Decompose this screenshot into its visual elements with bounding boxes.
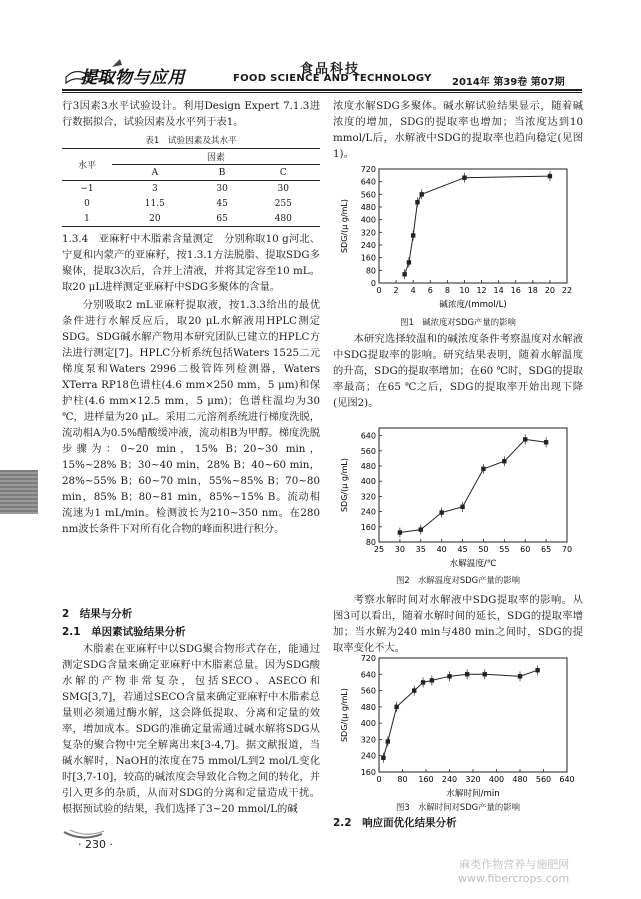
data-point <box>402 272 406 276</box>
paragraph-hplc: 分别吸取2 mL亚麻籽提取液，按1.3.3给出的最优条件进行水解反应后，取20 μL水解液用HPLC测定SDG。SDG碱水解产物用本研究团队已建立的HPLC方法进行测定[7]。HPLC分析系统包括Waters 1525二元梯度泵和Waters 2996二极管阵列检测器，Waters XTerra RP18色谱柱(4.6 mm×250 mm，5 μm)和保护柱(4.6 mm×12.5 mm，5 μm)；色谱柱温均为30 ℃，进样量为20 μL。采用二元溶剂系统进行梯度洗脱，流动相A为0.5%醋酸缓冲液，流动相B为甲醇。梯度洗脱步骤为：0~20 min，15% B；20~30 min，15%~28% B；30~40 min，28% B；40~60 min，28%~55% B；60~70 min，55%~85% B；70~80 min，85% B；80~81 min，85%~15% B。流动相流速为1 mL/min。检测波长为210~350 nm。在280 nm波长条件下对所有化合物的峰面积进行积分。 <box>62 299 320 535</box>
y-tick-label: 400 <box>360 719 376 729</box>
y-tick-label: 160 <box>360 768 376 777</box>
y-tick-label: 560 <box>360 190 376 200</box>
factor-table <box>62 148 320 227</box>
y-tick-label: 240 <box>360 751 376 761</box>
value-cell: 20 <box>149 213 161 224</box>
y-tick-label: 240 <box>360 241 376 250</box>
section-heading-2-1: 2.1 单因素试验结果分析 <box>62 626 186 638</box>
data-point <box>465 672 469 676</box>
x-tick-label: 16 <box>510 286 521 295</box>
y-tick-label: 640 <box>360 177 376 187</box>
x-tick-label: 240 <box>441 775 458 784</box>
column-header: C <box>279 167 287 178</box>
data-point <box>523 437 527 441</box>
x-tick-label: 55 <box>499 545 510 554</box>
y-tick-label: 720 <box>360 165 376 174</box>
y-tick-label: 560 <box>360 686 376 696</box>
column-header: B <box>218 167 226 178</box>
section-heading-2: 2 结果与分析 <box>62 608 133 620</box>
x-axis-label: 水解温度/℃ <box>449 559 497 569</box>
y-tick-label: 320 <box>360 492 376 502</box>
y-tick-label: 640 <box>360 431 376 441</box>
group-label: 因素 <box>112 149 320 165</box>
watermark <box>458 858 569 886</box>
data-point <box>394 705 398 709</box>
x-tick-label: 6 <box>427 286 433 295</box>
journal-section-title: 提取物与应用 <box>80 68 185 88</box>
series-line <box>400 439 546 532</box>
x-tick-label: 65 <box>541 545 552 554</box>
plot-frame <box>379 428 567 542</box>
data-point <box>535 668 539 672</box>
data-point <box>386 739 390 743</box>
side-tab <box>0 470 38 514</box>
plot-frame <box>379 658 567 772</box>
data-point <box>420 192 424 196</box>
data-point <box>439 510 443 514</box>
x-axis-label: 水解时间/min <box>446 789 500 799</box>
x-tick-label: 50 <box>478 545 489 554</box>
x-tick-label: 14 <box>493 286 504 295</box>
journal-title-cn: 食品科技 <box>300 62 361 77</box>
y-tick-label: 720 <box>360 654 376 663</box>
header-rule <box>62 89 582 91</box>
x-tick-label: 560 <box>535 775 552 784</box>
table-row <box>62 181 320 197</box>
y-tick-label: 320 <box>360 228 376 238</box>
y-tick-label: 80 <box>365 266 376 276</box>
data-point <box>483 672 487 676</box>
x-tick-label: 18 <box>527 286 538 295</box>
data-point <box>407 260 411 264</box>
x-tick-label: 20 <box>544 286 556 295</box>
value-cell: 480 <box>274 213 292 224</box>
paragraph-2-1: 木脂素在亚麻籽中以SDG聚合物形式存在，能通过测定SDG含量来确定亚麻籽中木脂素总量。因为SDG酸水解的产物非常复杂，包括SECO、ASECO和SMG[3,7]，若通过SECO含量来确定亚麻籽中木脂素总量则必须通过酶水解，这会降低提取、分离和定量的效率，增加成本。SDG的准确定量需通过碱水解将SDG从复杂的聚合物中完全解离出来[3-4,7]。据文献报道，当碱水解时，NaOH的浓度在75 mmol/L到2 mol/L变化时[3,7-10]，较高的碱浓度会导致化合物之间的转化，并引入更多的杂质，从而对SDG的分离和定量造成干扰。根据预试验的结果，我们选择了3~20 mmol/L的碱 <box>62 643 320 815</box>
x-tick-label: 160 <box>418 775 434 784</box>
y-tick-label: 640 <box>360 670 376 680</box>
data-point <box>502 459 506 463</box>
data-point <box>411 233 415 237</box>
y-tick-label: 400 <box>360 477 376 487</box>
value-cell: 30 <box>277 183 289 194</box>
x-tick-label: 45 <box>457 545 468 554</box>
x-tick-label: 0 <box>376 286 382 295</box>
data-point <box>430 678 434 682</box>
paragraph-right-top: 浓度水解SDG多聚体。碱水解试验结果显示，随着碱浓度的增加，SDG的提取率也增加；当浓度达到10 mmol/L后，水解液中SDG的提取率也趋向稳定(见图1)。 <box>333 100 583 160</box>
data-point <box>462 176 466 180</box>
x-tick-label: 0 <box>376 775 382 784</box>
y-tick-label: 80 <box>365 538 376 547</box>
y-axis-label: SDG/(μ g/mL) <box>340 687 349 743</box>
x-tick-label: 12 <box>476 286 487 295</box>
intro-paragraph: 行3因素3水平试验设计。利用Design Expert 7.1.3进行数据拟合，试验因素及水平列于表1。 <box>62 100 320 128</box>
value-cell: 3 <box>151 183 158 194</box>
data-point <box>419 527 423 531</box>
x-tick-label: 640 <box>559 775 575 784</box>
data-point <box>544 440 548 444</box>
paragraph-right-mid: 本研究选择较温和的碱浓度条件考察温度对水解液中SDG提取率的影响。研究结果表明，随着水解温度的升高，SDG的提取率增加；在60 ℃时，SDG的提取率最高；在65 ℃之后，SDG的提取率开始出现下降(见图2)。 <box>333 333 584 409</box>
paragraph-right-bot: 考察水解时间对水解液中SDG提取率的影响。从图3可以看出，随着水解时间的延长，SDG的提取率增加；当水解为240 min与480 min之间时，SDG的提取率变化不大。 <box>333 594 583 654</box>
figure-3-caption: 图3 水解时间对SDG产量的影响 <box>395 802 521 812</box>
series-line <box>383 670 537 758</box>
journal-title-en: FOOD SCIENCE AND TECHNOLOGY <box>233 73 432 84</box>
value-cell: 65 <box>216 213 228 224</box>
value-cell: 255 <box>274 198 292 209</box>
level-cell: 0 <box>84 198 90 209</box>
paragraph-1-3-4: 1.3.4 亚麻籽中木脂素含量测定 分别称取10 g河北、宁夏和内蒙产的亚麻籽，按1.3.1方法脱脂、提取SDG多聚体，提取3次后，合并上清液，并将其定容至10 mL。取20 μL进样测定亚麻籽中SDG多聚体的含量。 <box>62 233 320 293</box>
x-tick-label: 8 <box>444 286 450 295</box>
y-axis-label: SDG/(μ g/mL) <box>340 457 349 513</box>
level-cell: 1 <box>84 213 90 224</box>
x-tick-label: 10 <box>459 286 470 295</box>
data-point <box>481 467 485 471</box>
data-point <box>421 680 425 684</box>
y-tick-label: 160 <box>360 522 376 532</box>
table-1 <box>62 134 320 227</box>
y-tick-label: 240 <box>360 507 376 517</box>
y-tick-label: 320 <box>360 735 376 745</box>
x-tick-label: 480 <box>512 775 528 784</box>
x-tick-label: 400 <box>488 775 505 784</box>
left-column <box>62 98 320 130</box>
table-row <box>62 211 320 227</box>
value-cell: 45 <box>216 198 228 209</box>
data-point <box>398 530 402 534</box>
data-point <box>412 688 416 692</box>
y-tick-label: 480 <box>360 702 376 712</box>
x-axis-label: 碱浓度/(mmol/L) <box>439 300 507 310</box>
data-point <box>381 756 385 760</box>
issue-info: 2014年 第39卷 第07期 <box>452 77 565 88</box>
level-cell: −1 <box>80 183 94 194</box>
header-rule-thin <box>62 92 582 93</box>
x-tick-label: 35 <box>415 545 426 554</box>
x-tick-label: 2 <box>393 286 399 295</box>
x-tick-label: 22 <box>561 286 573 295</box>
data-point <box>460 505 464 509</box>
chart-figure-2 <box>335 422 585 572</box>
figure-2-caption: 图2 水解温度对SDG产量的影响 <box>395 575 521 585</box>
chart-figure-1 <box>335 163 585 313</box>
y-tick-label: 480 <box>360 462 376 471</box>
x-tick-label: 70 <box>561 545 573 554</box>
figure-1-caption: 图1 碱浓度对SDG产量的影响 <box>400 317 516 327</box>
left-column-body <box>62 231 320 537</box>
x-tick-label: 80 <box>397 775 408 784</box>
x-tick-label: 320 <box>465 775 481 784</box>
corner-label: 水平 <box>62 149 112 181</box>
x-tick-label: 60 <box>520 545 531 554</box>
chart-figure-3 <box>335 652 585 802</box>
series-line <box>405 176 550 274</box>
x-tick-label: 30 <box>394 545 405 554</box>
page-number: · 230 · <box>78 838 113 851</box>
watermark-line-2: www.fibercrops.com <box>458 872 570 885</box>
value-cell: 30 <box>216 183 228 194</box>
y-tick-label: 160 <box>360 253 376 263</box>
section-heading-2-2: 2.2 响应面优化结果分析 <box>333 817 457 829</box>
x-tick-label: 25 <box>373 545 385 554</box>
y-tick-label: 560 <box>360 446 376 456</box>
watermark-line-1: 麻类作物营养与施肥网 <box>459 858 570 871</box>
y-tick-label: 480 <box>360 203 376 212</box>
x-tick-label: 40 <box>436 545 447 554</box>
data-point <box>548 174 552 178</box>
data-point <box>518 674 522 678</box>
table-row <box>62 196 320 211</box>
y-tick-label: 400 <box>360 215 376 225</box>
value-cell: 11.5 <box>144 198 165 209</box>
table-caption: 表1 试验因素及其水平 <box>145 136 237 146</box>
data-point <box>415 200 419 204</box>
data-point <box>447 674 451 678</box>
y-tick-label: 0 <box>370 279 376 288</box>
x-tick-label: 4 <box>410 286 416 295</box>
y-axis-label: SDG/(μ g/mL) <box>340 198 349 254</box>
column-header: A <box>151 167 159 178</box>
